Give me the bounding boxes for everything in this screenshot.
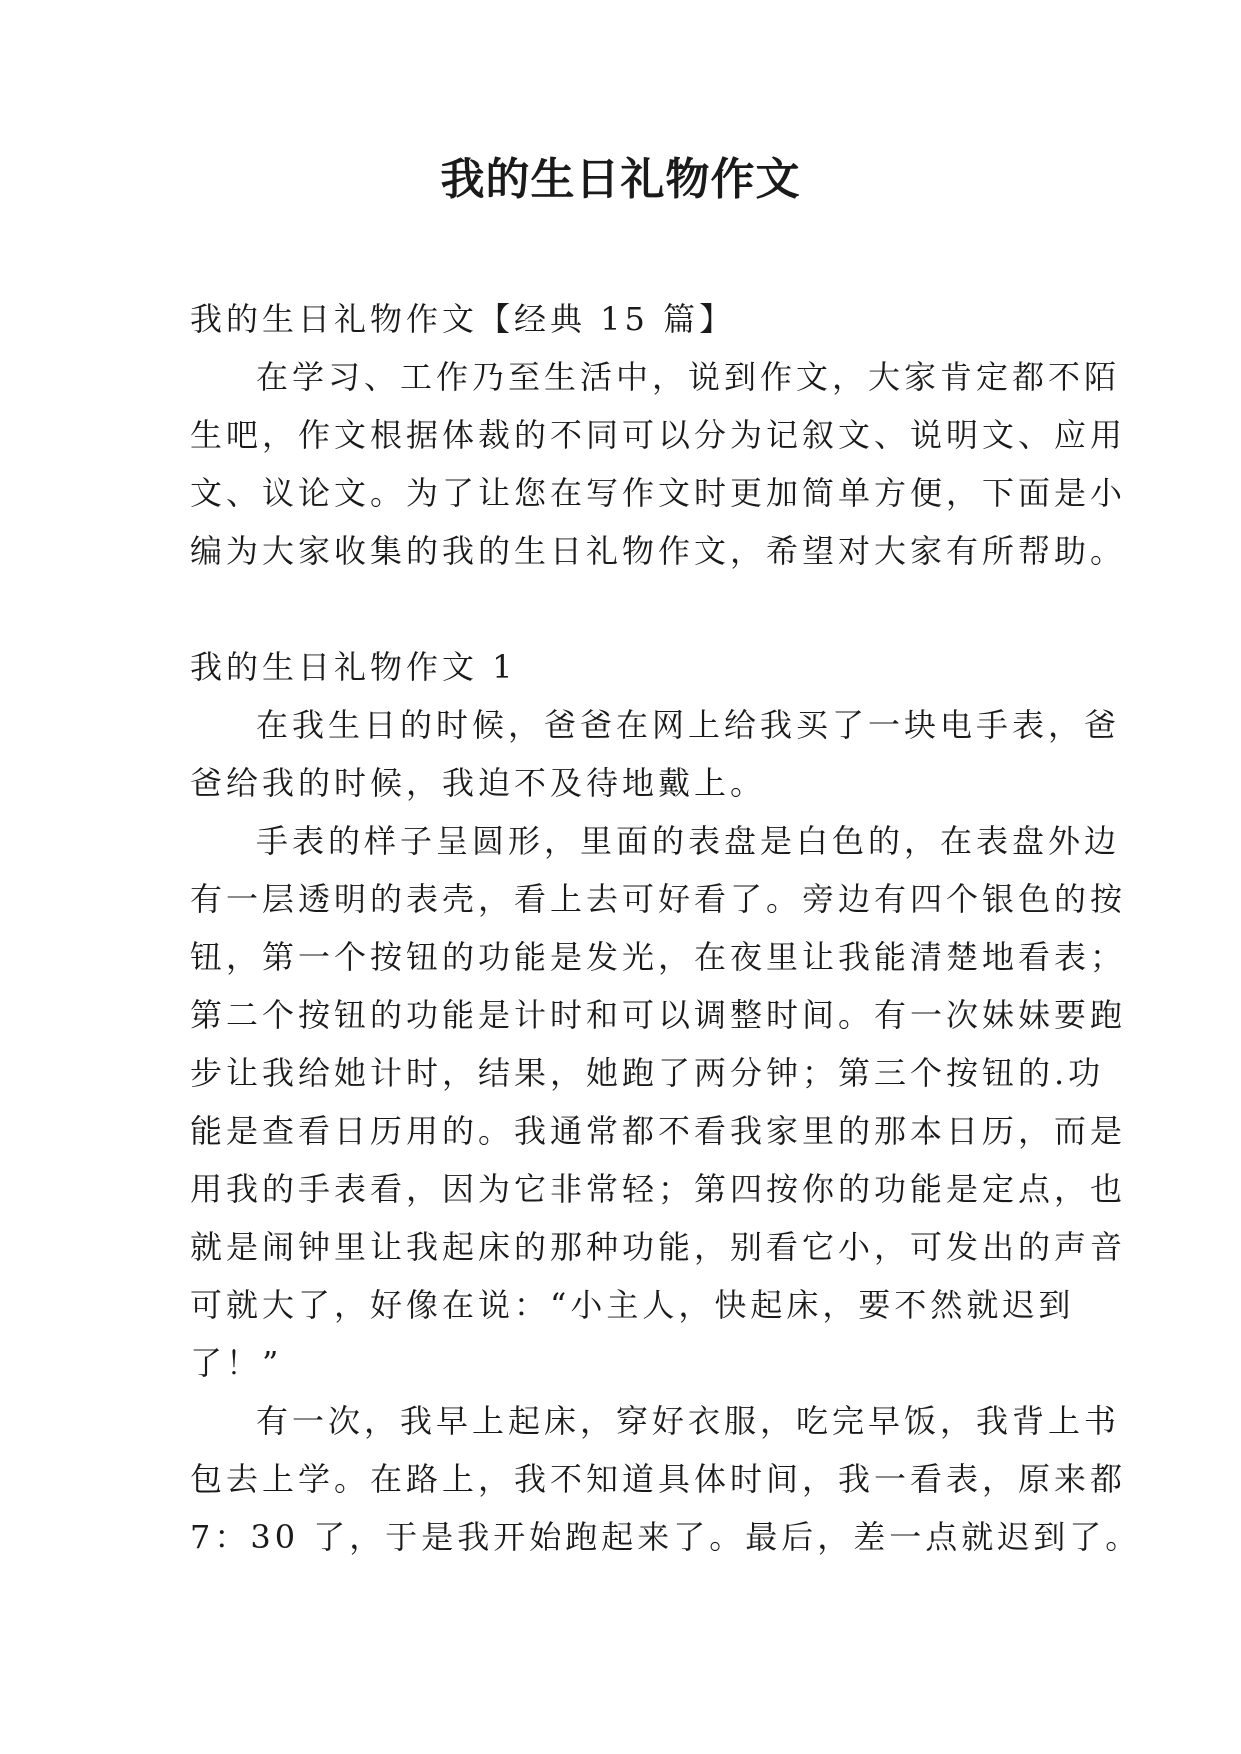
paragraph-line: 了！” [190,1344,283,1382]
paragraph-line: 步让我给她计时，结果，她跑了两分钟；第三个按钮的.功 [190,1054,1105,1092]
paragraph-line: 7：30 了，于是我开始跑起来了。最后，差一点就迟到了。 [190,1518,1142,1556]
intro-line: 文、议论文。为了让您在写作文时更加简单方便，下面是小 [190,474,1127,512]
intro-paragraph [190,348,1127,580]
document-subtitle: 我的生日礼物作文【经典 15 篇】 [190,300,736,338]
paragraph-line: 手表的样子呈圆形，里面的表盘是白色的，在表盘外边 [256,822,1121,860]
paragraph-line: 包去上学。在路上，我不知道具体时间，我一看表，原来都 [190,1460,1127,1498]
paragraph-line: 用我的手表看，因为它非常轻；第四按你的功能是定点，也 [190,1170,1127,1208]
section-heading: 我的生日礼物作文 1 [190,648,517,686]
paragraph-2 [190,812,1127,1392]
paragraph-line: 可就大了，好像在说：“小主人，快起床，要不然就迟到 [190,1286,1075,1324]
document-body [190,290,1142,1566]
paragraph-spacer [190,580,1060,638]
intro-line: 在学习、工作乃至生活中，说到作文，大家肯定都不陌 [256,358,1121,396]
paragraph-line: 能是查看日历用的。我通常都不看我家里的那本日历，而是 [190,1112,1127,1150]
paragraph-line: 有一次，我早上起床，穿好衣服，吃完早饭，我背上书 [256,1402,1121,1440]
paragraph-3 [190,1392,1142,1566]
paragraph-line: 有一层透明的表壳，看上去可好看了。旁边有四个银色的按 [190,880,1127,918]
paragraph-1 [190,696,1121,812]
paragraph-line: 爸给我的时候，我迫不及待地戴上。 [190,764,767,802]
intro-line: 编为大家收集的我的生日礼物作文，希望对大家有所帮助。 [190,532,1127,570]
paragraph-line: 钮，第一个按钮的功能是发光，在夜里让我能清楚地看表； [190,938,1127,976]
paragraph-line: 第二个按钮的功能是计时和可以调整时间。有一次妹妹要跑 [190,996,1127,1034]
paragraph-line: 就是闹钟里让我起床的那种功能，别看它小，可发出的声音 [190,1228,1127,1266]
intro-line: 生吧，作文根据体裁的不同可以分为记叙文、说明文、应用 [190,416,1127,454]
document-title: 我的生日礼物作文 [440,154,801,205]
paragraph-line: 在我生日的时候，爸爸在网上给我买了一块电手表，爸 [256,706,1121,744]
